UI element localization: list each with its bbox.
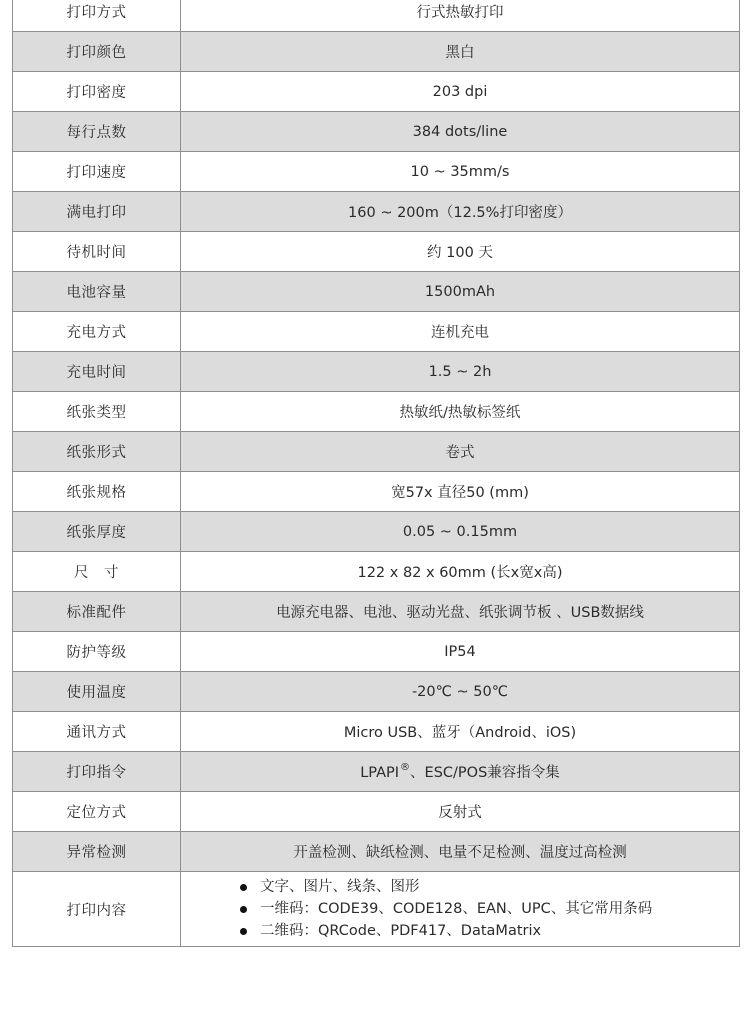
table-row — [13, 0, 740, 32]
row-value: 122 x 82 x 60mm (长x宽x高) — [181, 552, 740, 592]
row-label: 打印颜色 — [13, 32, 181, 72]
table-row — [13, 472, 740, 512]
table-row — [13, 272, 740, 312]
row-label: 打印内容 — [13, 872, 181, 947]
row-value: 1500mAh — [181, 272, 740, 312]
table-row — [13, 72, 740, 112]
row-label: 充电时间 — [13, 352, 181, 392]
row-value: 0.05 ~ 0.15mm — [181, 512, 740, 552]
row-value: 约 100 天 — [181, 232, 740, 272]
row-value: Micro USB、蓝牙（Android、iOS) — [181, 712, 740, 752]
row-value: 反射式 — [181, 792, 740, 832]
row-label: 标准配件 — [13, 592, 181, 632]
row-label: 打印密度 — [13, 72, 181, 112]
row-label: 防护等级 — [13, 632, 181, 672]
row-label: 充电方式 — [13, 312, 181, 352]
row-value: -20℃ ~ 50℃ — [181, 672, 740, 712]
row-label: 纸张厚度 — [13, 512, 181, 552]
row-label: 待机时间 — [13, 232, 181, 272]
row-value: 卷式 — [181, 432, 740, 472]
row-value: 1.5 ~ 2h — [181, 352, 740, 392]
row-label: 使用温度 — [13, 672, 181, 712]
list-item: 一维码：CODE39、CODE128、EAN、UPC、其它常用条码 — [240, 898, 739, 920]
table-row — [13, 672, 740, 712]
row-value: 宽57x 直径50 (mm) — [181, 472, 740, 512]
row-label: 打印速度 — [13, 152, 181, 192]
print-content-list — [181, 876, 739, 942]
row-label: 定位方式 — [13, 792, 181, 832]
row-value: 160 ~ 200m（12.5%打印密度） — [181, 192, 740, 232]
row-label: 异常检测 — [13, 832, 181, 872]
row-label: 电池容量 — [13, 272, 181, 312]
table-row — [13, 872, 740, 947]
row-value: 384 dots/line — [181, 112, 740, 152]
row-value: 行式热敏打印 — [181, 0, 740, 32]
row-value — [181, 752, 740, 792]
table-row — [13, 832, 740, 872]
table-row — [13, 232, 740, 272]
command-primary: LPAPI — [360, 765, 400, 781]
row-label: 纸张规格 — [13, 472, 181, 512]
row-label: 每行点数 — [13, 112, 181, 152]
row-label: 打印方式 — [13, 0, 181, 32]
table-row — [13, 152, 740, 192]
row-value: 黑白 — [181, 32, 740, 72]
spec-table — [12, 0, 740, 947]
row-value: 10 ~ 35mm/s — [181, 152, 740, 192]
row-label: 纸张形式 — [13, 432, 181, 472]
row-value: 203 dpi — [181, 72, 740, 112]
row-label: 满电打印 — [13, 192, 181, 232]
table-row — [13, 112, 740, 152]
list-item: 二维码：QRCode、PDF417、DataMatrix — [240, 920, 739, 942]
row-value: 电源充电器、电池、驱动光盘、纸张调节板 、USB数据线 — [181, 592, 740, 632]
table-row — [13, 352, 740, 392]
table-row — [13, 752, 740, 792]
row-label: 打印指令 — [13, 752, 181, 792]
row-value: 热敏纸/热敏标签纸 — [181, 392, 740, 432]
table-row — [13, 792, 740, 832]
row-label: 尺 寸 — [13, 552, 181, 592]
row-value — [181, 872, 740, 947]
table-row — [13, 552, 740, 592]
table-row — [13, 512, 740, 552]
table-row — [13, 632, 740, 672]
registered-mark: ® — [400, 762, 411, 773]
table-row — [13, 592, 740, 632]
row-value: IP54 — [181, 632, 740, 672]
table-row — [13, 192, 740, 232]
list-item: 文字、图片、线条、图形 — [240, 876, 739, 898]
row-label: 纸张类型 — [13, 392, 181, 432]
table-row — [13, 32, 740, 72]
command-secondary: 、ESC/POS兼容指令集 — [410, 765, 560, 781]
table-row — [13, 432, 740, 472]
table-row — [13, 392, 740, 432]
table-row — [13, 712, 740, 752]
row-label: 通讯方式 — [13, 712, 181, 752]
row-value: 连机充电 — [181, 312, 740, 352]
table-row — [13, 312, 740, 352]
row-value: 开盖检测、缺纸检测、电量不足检测、温度过高检测 — [181, 832, 740, 872]
